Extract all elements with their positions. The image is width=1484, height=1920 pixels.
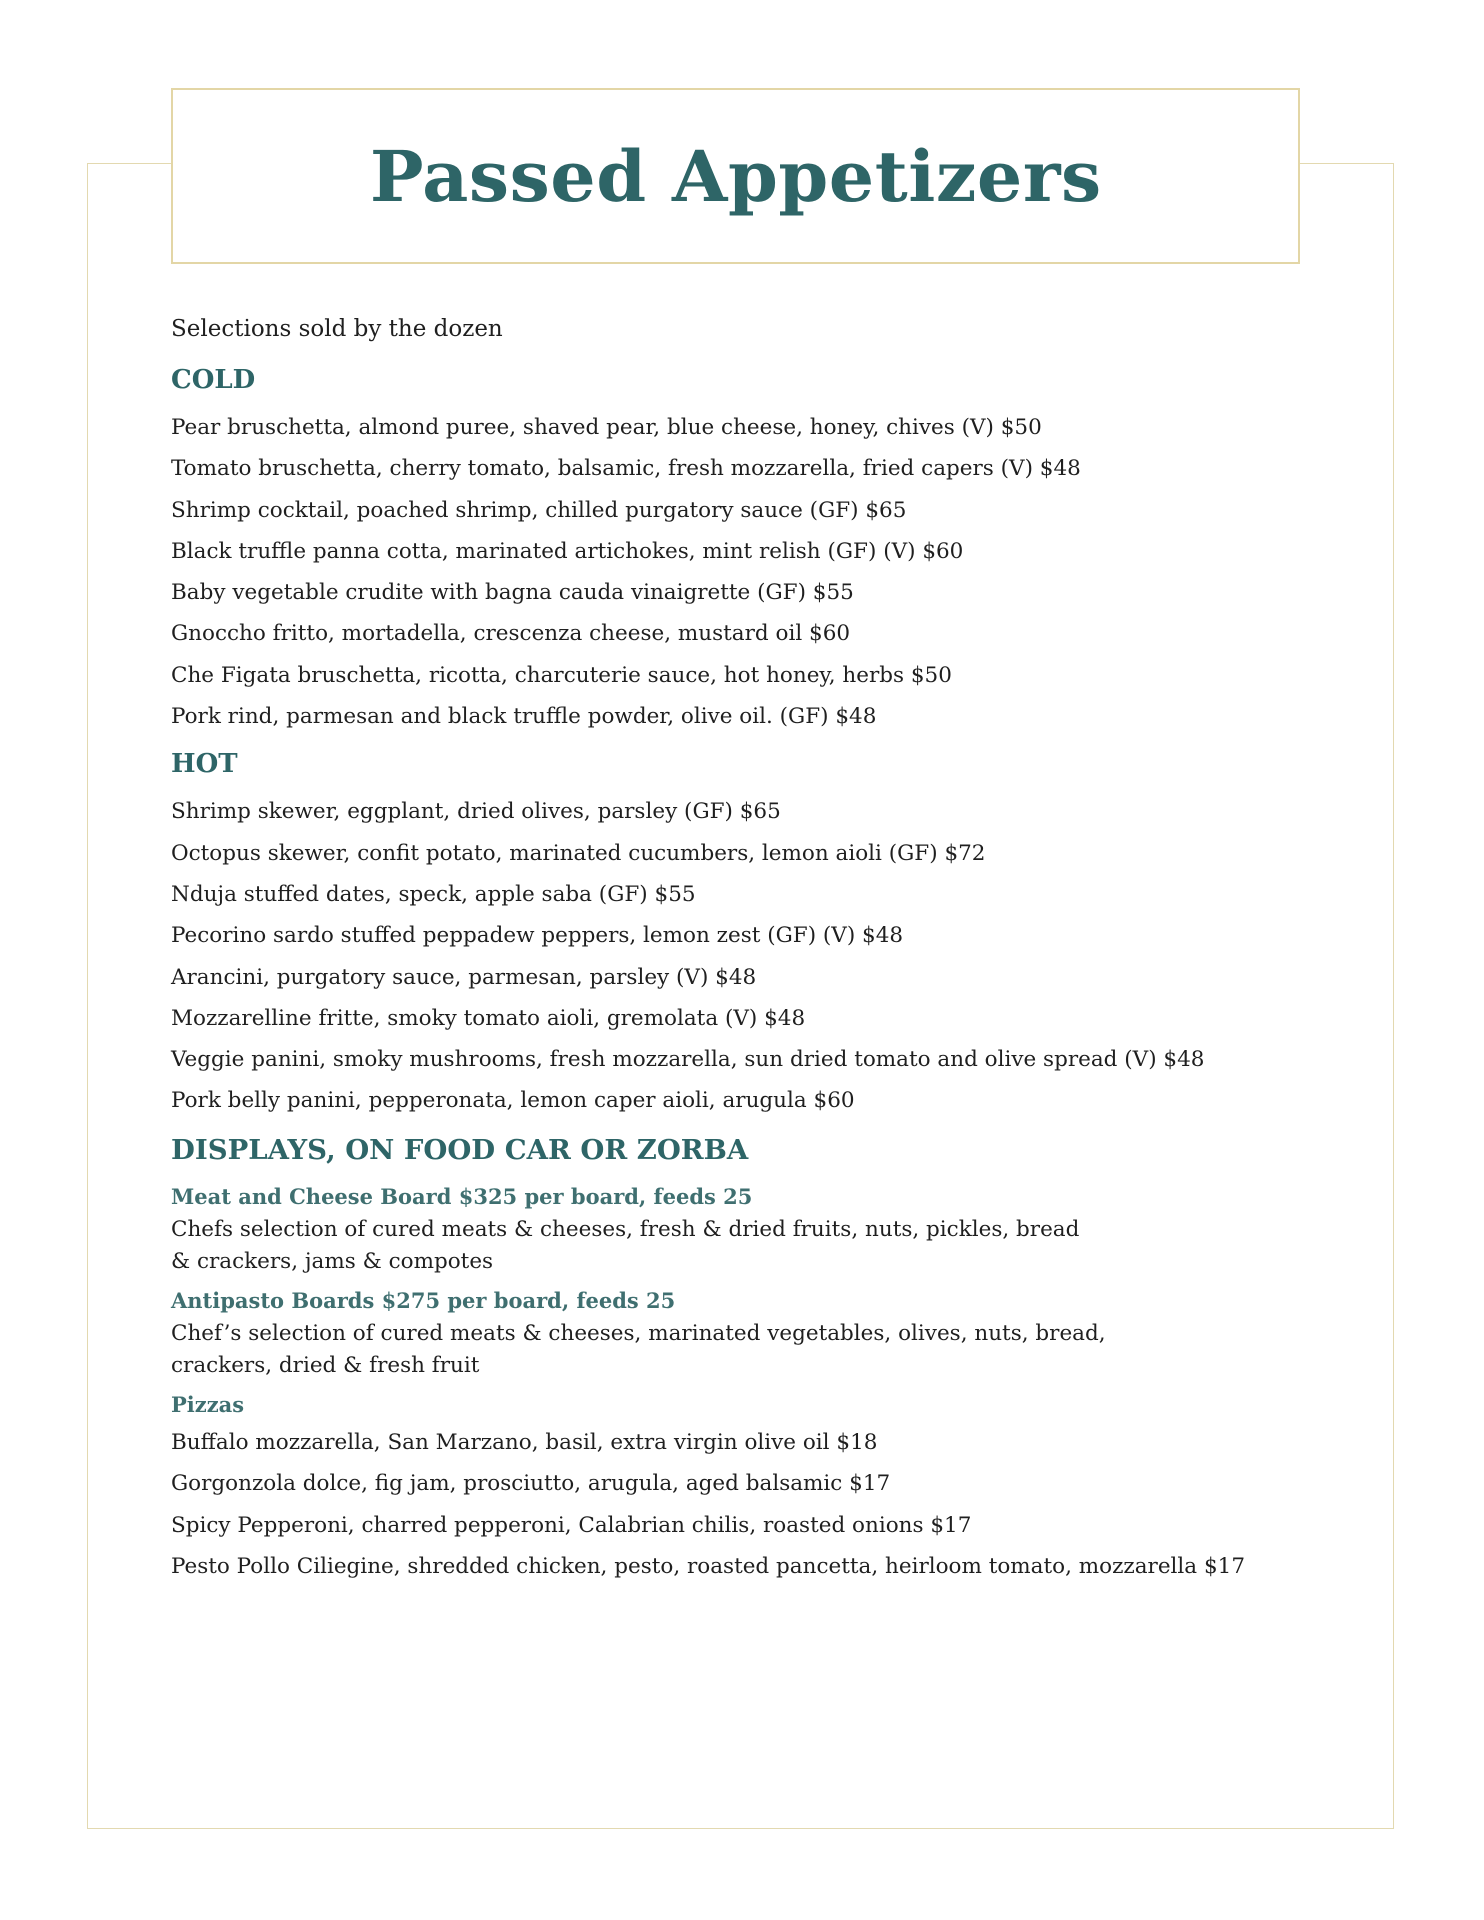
list-item: Pecorino sardo stuffed peppadew peppers, lemon zest (GF) (V) $48 [171,923,904,949]
description-line: Chefs selection of cured meats & cheeses, fresh & dried fruits, nuts, pickles, bread [171,1216,1080,1242]
list-item: Black truffle panna cotta, marinated artichokes, mint relish (GF) (V) $60 [171,538,964,564]
meat-cheese-title: Meat and Cheese Board $325 per board, feeds 25 [171,1183,753,1209]
list-item: Pear bruschetta, almond puree, shaved pear, blue cheese, honey, chives (V) $50 [171,415,1042,440]
cold-heading: COLD [171,365,256,395]
list-item: Shrimp cocktail, poached shrimp, chilled purgatory sauce (GF) $65 [171,497,907,523]
list-item: Gnoccho fritto, mortadella, crescenza cheese, mustard oil $60 [171,621,851,647]
hot-list [171,791,1351,1121]
pizza-list [171,1422,1351,1588]
antipasto-description [171,1318,1351,1382]
description-line: Chef’s selection of cured meats & cheeses, marinated vegetables, olives, nuts, bread, [171,1320,1106,1346]
list-item: Spicy Pepperoni, charred pepperoni, Calabrian chilis, roasted onions $17 [171,1512,972,1538]
cold-list [171,407,1351,737]
list-item: Gorgonzola dolce, fig jam, prosciutto, arugula, aged balsamic $17 [171,1471,891,1497]
meat-cheese-description [171,1214,1351,1278]
list-item: Veggie panini, smoky mushrooms, fresh mozzarella, sun dried tomato and olive spread (V) $48 [171,1047,1205,1073]
hot-heading: HOT [171,749,238,780]
list-item: Pork belly panini, pepperonata, lemon caper aioli, arugula $60 [171,1088,855,1114]
list-item: Tomato bruschetta, cherry tomato, balsamic, fresh mozzarella, fried capers (V) $48 [171,456,1081,482]
pizzas-title: Pizzas [171,1391,245,1417]
list-item: Pork rind, parmesan and black truffle powder, olive oil. (GF) $48 [171,704,877,730]
title-box [171,88,1300,264]
intro-text: Selections sold by the dozen [171,316,503,342]
list-item: Shrimp skewer, eggplant, dried olives, parsley (GF) $65 [171,799,781,825]
list-item: Pesto Pollo Ciliegine, shredded chicken, pesto, roasted pancetta, heirloom tomato, mozzarella $17 [171,1554,1245,1580]
description-line: crackers, dried & fresh fruit [171,1352,480,1378]
list-item: Mozzarelline fritte, smoky tomato aioli, gremolata (V) $48 [171,1005,806,1031]
displays-heading: DISPLAYS, ON FOOD CAR OR ZORBA [171,1133,749,1166]
antipasto-title: Antipasto Boards $275 per board, feeds 25 [171,1287,676,1313]
list-item: Buffalo mozzarella, San Marzano, basil, extra virgin olive oil $18 [171,1429,878,1455]
list-item: Octopus skewer, confit potato, marinated cucumbers, lemon aioli (GF) $72 [171,840,986,866]
menu-content [171,311,1351,1588]
page-title: Passed Appetizers [369,134,1102,218]
list-item: Nduja stuffed dates, speck, apple saba (GF) $55 [171,881,696,907]
description-line: & crackers, jams & compotes [171,1248,494,1274]
list-item: Che Figata bruschetta, ricotta, charcuterie sauce, hot honey, herbs $50 [171,662,952,688]
list-item: Baby vegetable crudite with bagna cauda vinaigrette (GF) $55 [171,580,854,606]
list-item: Arancini, purgatory sauce, parmesan, parsley (V) $48 [171,964,757,990]
